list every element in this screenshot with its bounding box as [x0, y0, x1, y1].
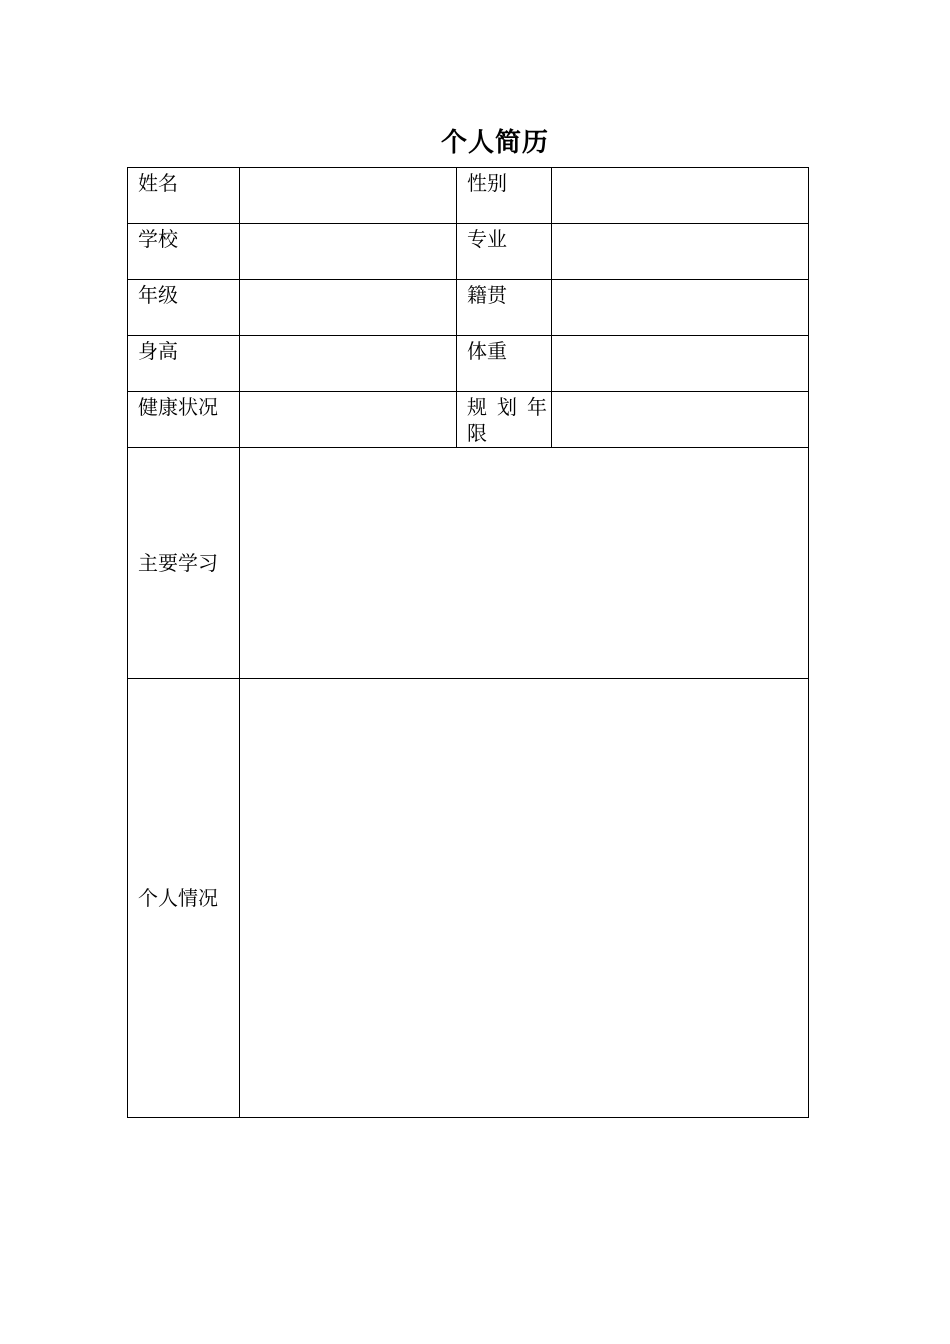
grade-label: 年级: [128, 280, 240, 336]
grade-field[interactable]: [240, 280, 457, 336]
height-field[interactable]: [240, 336, 457, 392]
plan-years-label: [457, 392, 552, 448]
hometown-label: 籍贯: [457, 280, 552, 336]
plan-years-label-line1: 规 划 年: [467, 395, 547, 419]
plan-years-field[interactable]: [552, 392, 809, 448]
hometown-field[interactable]: [552, 280, 809, 336]
table-row: [128, 679, 809, 1118]
plan-years-label-line2: 限: [467, 421, 487, 445]
main-study-field[interactable]: [240, 448, 809, 679]
school-field[interactable]: [240, 224, 457, 280]
main-study-label: 主要学习: [128, 448, 240, 679]
personal-info-label: 个人情况: [128, 679, 240, 1118]
major-label: 专业: [457, 224, 552, 280]
health-field[interactable]: [240, 392, 457, 448]
table-row: [128, 224, 809, 280]
table-row: [128, 448, 809, 679]
table-row: [128, 280, 809, 336]
major-field[interactable]: [552, 224, 809, 280]
gender-label: 性别: [457, 168, 552, 224]
name-field[interactable]: [240, 168, 457, 224]
height-label: 身高: [128, 336, 240, 392]
table-row: [128, 336, 809, 392]
personal-info-field[interactable]: [240, 679, 809, 1118]
page-title: 个人简历: [440, 128, 549, 158]
weight-label: 体重: [457, 336, 552, 392]
health-label: 健康状况: [128, 392, 240, 448]
gender-field[interactable]: [552, 168, 809, 224]
resume-table: [127, 167, 809, 1118]
school-label: 学校: [128, 224, 240, 280]
table-row: [128, 392, 809, 448]
weight-field[interactable]: [552, 336, 809, 392]
table-row: [128, 168, 809, 224]
name-label: 姓名: [128, 168, 240, 224]
